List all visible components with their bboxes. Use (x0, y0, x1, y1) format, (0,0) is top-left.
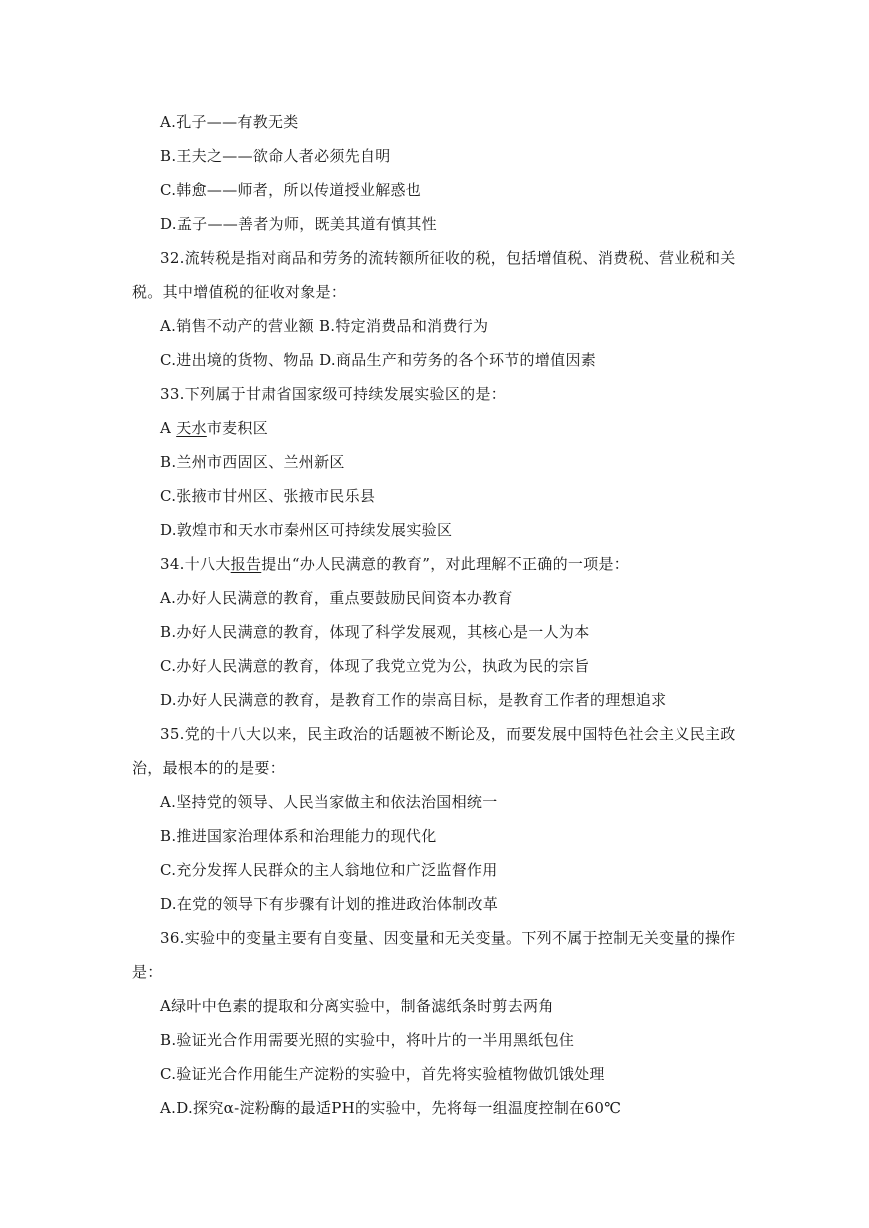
question-34-suffix: 提出“办人民满意的教育”，对此理解不正确的一项是： (261, 555, 630, 573)
option-36-a: A绿叶中色素的提取和分离实验中，制备滤纸条时剪去两角 (160, 997, 554, 1015)
question-32-line-2: 税。其中增值税的征收对象是： (132, 283, 347, 301)
question-32-line-1: 32.流转税是指对商品和劳务的流转额所征收的税，包括增值税、消费税、营业税和关 (160, 249, 736, 267)
option-33-a (160, 418, 770, 438)
option-36-c: C.验证光合作用能生产淀粉的实验中，首先将实验植物做饥饿处理 (160, 1065, 605, 1083)
option-36-d: A.D.探究α-淀粉酶的最适PH的实验中，先将每一组温度控制在60℃ (160, 1099, 622, 1117)
option-31-b: B.王夫之——欲命人者必须先自明 (160, 147, 391, 165)
option-35-b: B.推进国家治理体系和治理能力的现代化 (160, 827, 437, 845)
question-35-line-2: 治，最根本的的是要： (132, 759, 286, 777)
option-34-d: D.办好人民满意的教育，是教育工作的崇高目标，是教育工作者的理想追求 (160, 691, 667, 709)
option-34-b: B.办好人民满意的教育，体现了科学发展观，其核心是一人为本 (160, 623, 590, 641)
question-34-underlined: 报告 (230, 555, 262, 573)
option-35-d: D.在党的领导下有步骤有计划的推进政治体制改革 (160, 895, 499, 913)
option-33-a-suffix: 市麦积区 (206, 419, 269, 437)
option-31-a: A.孔子——有教无类 (160, 113, 299, 131)
question-35-line-1: 35.党的十八大以来，民主政治的话题被不断论及，而要发展中国特色社会主义民主政 (160, 725, 736, 743)
option-35-c: C.充分发挥人民群众的主人翁地位和广泛监督作用 (160, 861, 498, 879)
question-36-line-1: 36.实验中的变量主要有自变量、因变量和无关变量。下列不属于控制无关变量的操作 (160, 929, 736, 947)
question-34 (160, 554, 770, 574)
question-33: 33.下列属于甘肃省国家级可持续发展实验区的是： (160, 385, 507, 403)
options-32-ab: A.销售不动产的营业额 B.特定消费品和消费行为 (160, 317, 489, 335)
option-35-a: A.坚持党的领导、人民当家做主和依法治国相统一 (160, 793, 498, 811)
option-33-d: D.敦煌市和天水市秦州区可持续发展实验区 (160, 521, 453, 539)
option-36-b: B.验证光合作用需要光照的实验中，将叶片的一半用黑纸包住 (160, 1031, 575, 1049)
option-31-d: D.孟子——善者为师，既美其道有慎其性 (160, 215, 437, 233)
option-31-c: C.韩愈——师者，所以传道授业解惑也 (160, 181, 422, 199)
option-34-a: A.办好人民满意的教育，重点要鼓励民间资本办教育 (160, 589, 513, 607)
question-34-prefix: 34.十八大 (160, 555, 231, 573)
options-32-cd: C.进出境的货物、物品 D.商品生产和劳务的各个环节的增值因素 (160, 351, 597, 369)
option-33-c: C.张掖市甘州区、张掖市民乐县 (160, 487, 376, 505)
option-34-c: C.办好人民满意的教育，体现了我党立党为公，执政为民的宗旨 (160, 657, 590, 675)
option-33-a-prefix: A (160, 419, 177, 437)
question-36-line-2: 是： (132, 963, 163, 981)
option-33-b: B.兰州市西固区、兰州新区 (160, 453, 345, 471)
option-33-a-underlined: 天水 (176, 419, 207, 437)
